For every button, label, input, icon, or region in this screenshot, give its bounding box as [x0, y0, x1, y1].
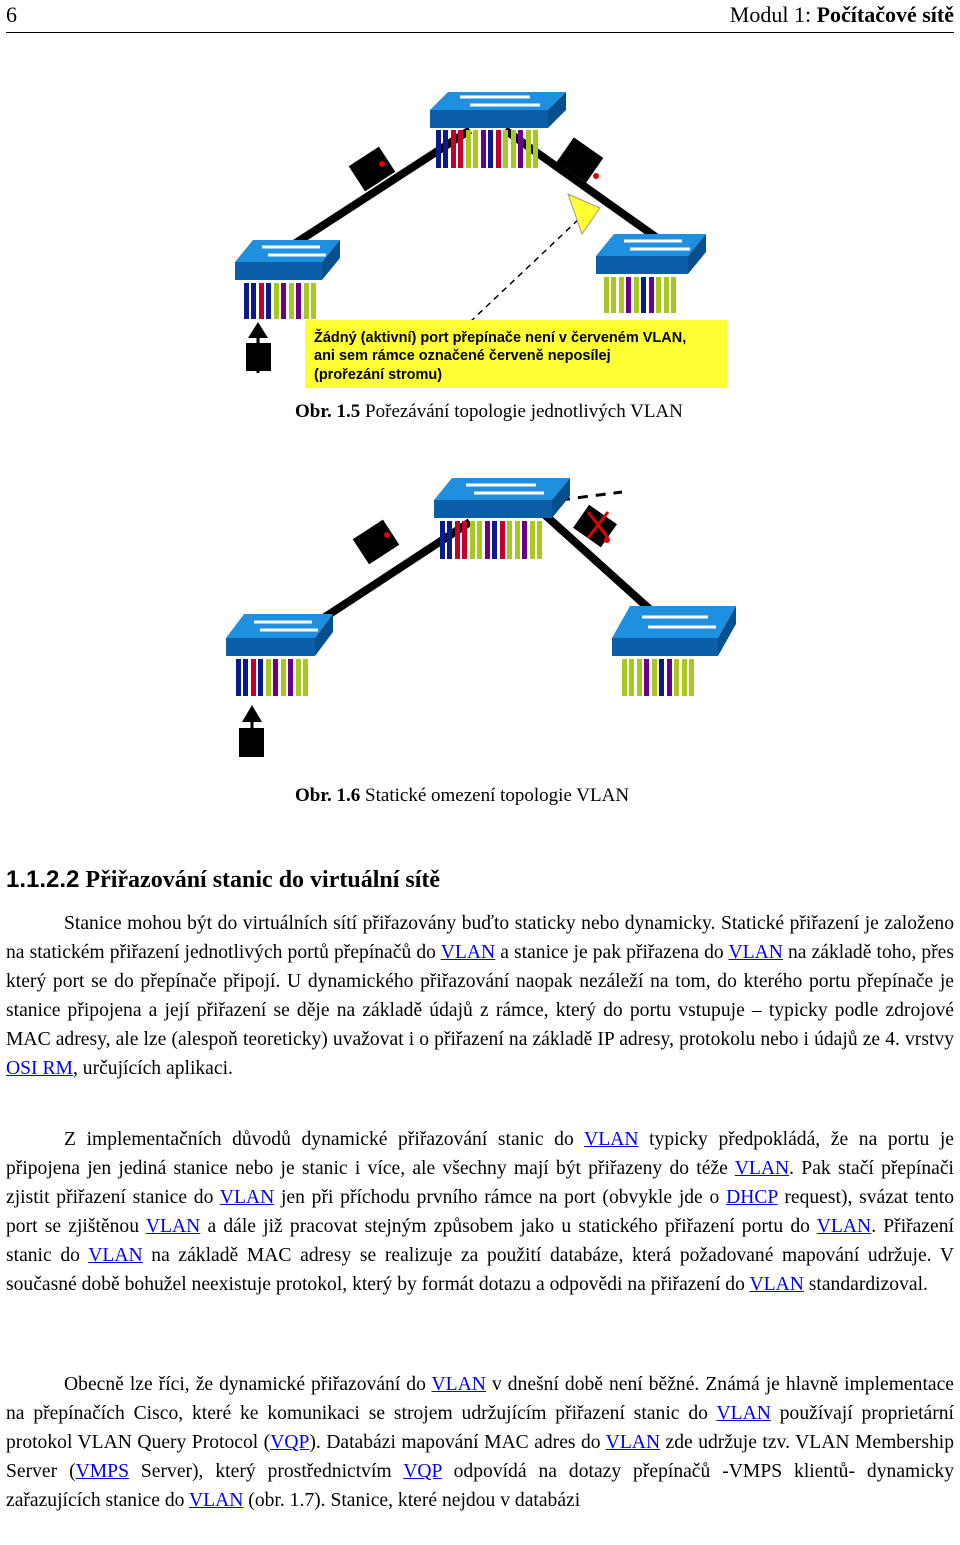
link-vlan[interactable]: VLAN — [219, 1187, 275, 1208]
page-number: 6 — [6, 2, 17, 27]
running-title-bold: Počítačové sítě — [816, 2, 954, 27]
text-run: . Pak stačí přepínači zjistit přiřazení stanice do — [6, 1158, 954, 1208]
text-run: Stanice mohou být do virtuálních sítí přiřazovány buďto staticky nebo dynamicky. Statické přiřazení je založeno na statickém přiřazení jednotlivých portů přepínačů do — [6, 913, 954, 963]
figure-caption-1-6 — [295, 785, 629, 807]
text-run: request), svázat tento port se zjištěnou — [6, 1187, 954, 1237]
link-vlan[interactable]: VLAN — [749, 1274, 804, 1295]
link-vlan[interactable]: VLAN — [584, 1129, 639, 1150]
figure-caption-1-5 — [295, 401, 683, 423]
link-vlan[interactable]: VLAN — [734, 1158, 790, 1179]
link-vlan[interactable]: VLAN — [88, 1245, 143, 1266]
link-dhcp[interactable]: DHCP — [726, 1187, 778, 1208]
station-icon — [239, 728, 264, 757]
caption-number: Obr. 1.6 — [295, 785, 361, 806]
pruning-note-line2: ani sem rámce označené červeně neposílej — [314, 348, 611, 364]
station-icon — [246, 343, 271, 371]
switch-right — [596, 234, 706, 313]
callout-line — [470, 218, 580, 322]
switch-left — [235, 240, 340, 319]
link-vlan[interactable]: VLAN — [716, 1403, 771, 1424]
text-run: Obecně lze říci, že dynamické přiřazování do — [64, 1374, 432, 1395]
caption-text: Pořezávání topologie jednotlivých VLAN — [360, 401, 683, 422]
link-vqp[interactable]: VQP — [403, 1461, 442, 1482]
red-dot — [604, 537, 610, 543]
figure-pruning-diagram — [0, 40, 960, 400]
text-run: Server), který prostřednictvím — [128, 1461, 404, 1482]
switch-right — [612, 606, 736, 696]
text-run: na základě toho, přes který port se do přepínače připojí. U dynamického přiřazování naopak nezáleží na tom, do kterého portu přepínače je stanice připojena a její přiřazení se děje na základě údajů z rámce, který do portu vstupuje – typicky podle zdrojové MAC adresy, ale lze (alespoň teoreticky) uvažovat i o přiřazení na základě IP adresy, protokolu nebo i údajů ze 4. vrstvy — [6, 942, 954, 1050]
text-run: odpovídá na dotazy přepínačů -VMPS klientů- dynamicky zařazujících stanice do — [6, 1461, 954, 1511]
pruning-note-line1: Žádný (aktivní) port přepínače není v červeném VLAN, — [314, 330, 687, 346]
pruning-marker-icon — [568, 194, 600, 234]
caption-text: Statické omezení topologie VLAN — [360, 785, 630, 806]
text-run: (obr. 1.7). Stanice, které nejdou v databázi — [243, 1490, 581, 1511]
text-run: v dnešní době není běžné. Známá je hlavně implementace na přepínačích Cisco, které ke komunikaci se strojem udržujícím přiřazení stanic do — [6, 1374, 954, 1424]
link-vqp[interactable]: VQP — [270, 1432, 310, 1453]
text-run: jen při příchodu prvního rámce na port (obvykle jde o — [274, 1187, 727, 1208]
running-title-prefix: Modul 1: — [729, 2, 817, 27]
pruning-note-line3: (prořezání stromu) — [314, 367, 443, 383]
link-osi-rm[interactable]: OSI RM — [6, 1058, 73, 1079]
text-run: a stanice je pak přiřazena do — [495, 942, 729, 963]
text-run: a dále již pracovat stejným způsobem jako u statického přiřazení portu do — [200, 1216, 817, 1237]
text-run: typicky předpokládá, že na portu je připojena jen jediná stanice nebo je stanic i více, ale všechny mají být přiřazeny do téže — [6, 1129, 954, 1179]
running-title — [730, 2, 954, 28]
caption-number: Obr. 1.5 — [295, 401, 361, 422]
link-vlan[interactable]: VLAN — [440, 942, 496, 963]
link-vlan[interactable]: VLAN — [728, 942, 783, 963]
link-vlan[interactable]: VLAN — [145, 1216, 201, 1237]
section-title: Přiřazování stanic do virtuální sítě — [79, 867, 441, 893]
link-vlan[interactable]: VLAN — [605, 1432, 661, 1453]
text-run: zde udržuje tzv. VLAN Membership Server ( — [6, 1432, 954, 1482]
port-strip — [236, 659, 308, 696]
section-number: 1.1.2.2 — [6, 866, 80, 893]
port-strip — [436, 130, 538, 168]
red-dot — [384, 532, 390, 538]
text-run: . Přiřazení stanic do — [6, 1216, 954, 1266]
text-run: používají proprietární protokol VLAN Query Protocol ( — [6, 1403, 954, 1453]
station-arrow-icon — [242, 705, 262, 722]
paragraph-3 — [6, 1370, 954, 1515]
text-run: ). Databázi mapování MAC adres do — [309, 1432, 606, 1453]
text-run: standardizoval. — [803, 1274, 928, 1295]
paragraph-2 — [6, 1125, 954, 1299]
port-strip — [604, 277, 676, 313]
link-vmps[interactable]: VMPS — [75, 1461, 129, 1482]
paragraph-1 — [6, 909, 954, 1083]
link-vlan[interactable]: VLAN — [816, 1216, 872, 1237]
frame-icon-left — [353, 520, 400, 565]
port-strip — [440, 521, 542, 559]
text-run: Z implementačních důvodů dynamické přiřazování stanic do — [64, 1129, 585, 1150]
port-strip — [622, 659, 694, 696]
link-vlan[interactable]: VLAN — [431, 1374, 486, 1395]
red-dot — [379, 161, 385, 167]
port-strip — [244, 283, 316, 319]
link-vlan[interactable]: VLAN — [188, 1490, 244, 1511]
text-run: na základě MAC adresy se realizuje za použití databáze, která požadované mapování udržuje. V současné době bohužel neexistuje protokol, který by formát dotazu a odpovědi na přiřazení do — [6, 1245, 954, 1295]
station-arrow-icon — [248, 322, 268, 338]
page-header — [6, 0, 954, 33]
figure-static-restriction-diagram — [0, 460, 960, 780]
switch-left — [226, 614, 333, 696]
red-dot — [593, 173, 599, 179]
text-run: , určujících aplikaci. — [72, 1058, 233, 1079]
section-heading — [6, 866, 440, 894]
